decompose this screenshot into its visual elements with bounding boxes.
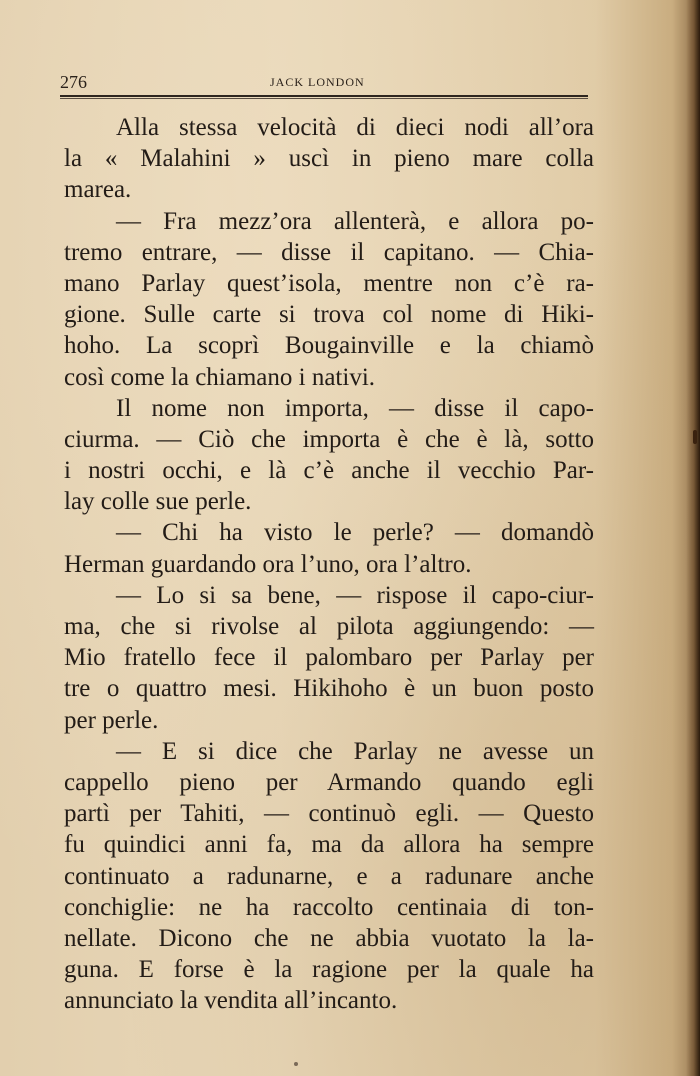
page-edge-shadow xyxy=(686,0,700,1076)
text-line: gione. Sulle carte si trova col nome di Hiki- xyxy=(64,301,594,329)
text-line: la « Malahini » uscì in pieno mare colla xyxy=(64,145,594,173)
text-line: hoho. La scoprì Bougainville e la chiamò xyxy=(64,332,594,360)
text-line: per perle. xyxy=(64,706,159,734)
text-line: conchiglie: ne ha raccolto centinaia di ton- xyxy=(64,893,594,921)
text-line: lay colle sue perle. xyxy=(64,488,252,516)
header-rule xyxy=(60,95,588,99)
text-line: partì per Tahiti, — continuò egli. — Questo xyxy=(64,800,594,828)
running-head: JACK LONDON xyxy=(270,75,365,89)
page-number: 276 xyxy=(60,72,87,92)
text-line: — Lo si sa bene, — rispose il capo-ciur- xyxy=(116,581,594,609)
printer-mark xyxy=(294,1062,298,1066)
text-line: Alla stessa velocità di dieci nodi all’ora xyxy=(116,114,594,141)
text-line: così come la chiamano i nativi. xyxy=(64,363,376,391)
text-line: ma, che si rivolse al pilota aggiungendo: — xyxy=(64,613,594,640)
text-line: tre o quattro mesi. Hikihoho è un buon posto xyxy=(64,675,594,703)
text-line: cappello pieno per Armando quando egli xyxy=(64,768,594,796)
page-header xyxy=(60,72,590,94)
text-line: tremo entrare, — disse il capitano. — Chia- xyxy=(64,238,594,266)
text-line: Herman guardando ora l’uno, ora l’altro. xyxy=(64,550,472,578)
text-line: annunciato la vendita all’incanto. xyxy=(64,987,398,1015)
text-line: — Chi ha visto le perle? — domandò xyxy=(116,519,594,547)
text-line: nellate. Dicono che ne abbia vuotato la la- xyxy=(64,924,594,952)
text-line: — Fra mezz’ora allenterà, e allora po- xyxy=(116,207,594,235)
text-line: fu quindici anni fa, ma da allora ha sempre xyxy=(64,831,594,859)
text-line: marea. xyxy=(64,176,132,204)
text-line: Mio fratello fece il palombaro per Parlay per xyxy=(64,644,594,672)
text-line: guna. E forse è la ragione per la quale ha xyxy=(64,956,594,984)
text-line: ciurma. — Ciò che importa è che è là, sotto xyxy=(64,425,594,453)
text-line: — E si dice che Parlay ne avesse un xyxy=(116,737,594,765)
text-line: i nostri occhi, e là c’è anche il vecchio Par- xyxy=(64,457,594,485)
spine-mark xyxy=(693,430,697,444)
text-line: continuato a radunarne, e a radunare anche xyxy=(64,862,594,890)
text-line: mano Parlay quest’isola, mentre non c’è ra- xyxy=(64,269,594,297)
text-line: Il nome non importa, — disse il capo- xyxy=(116,394,594,422)
body-text xyxy=(64,112,594,1016)
